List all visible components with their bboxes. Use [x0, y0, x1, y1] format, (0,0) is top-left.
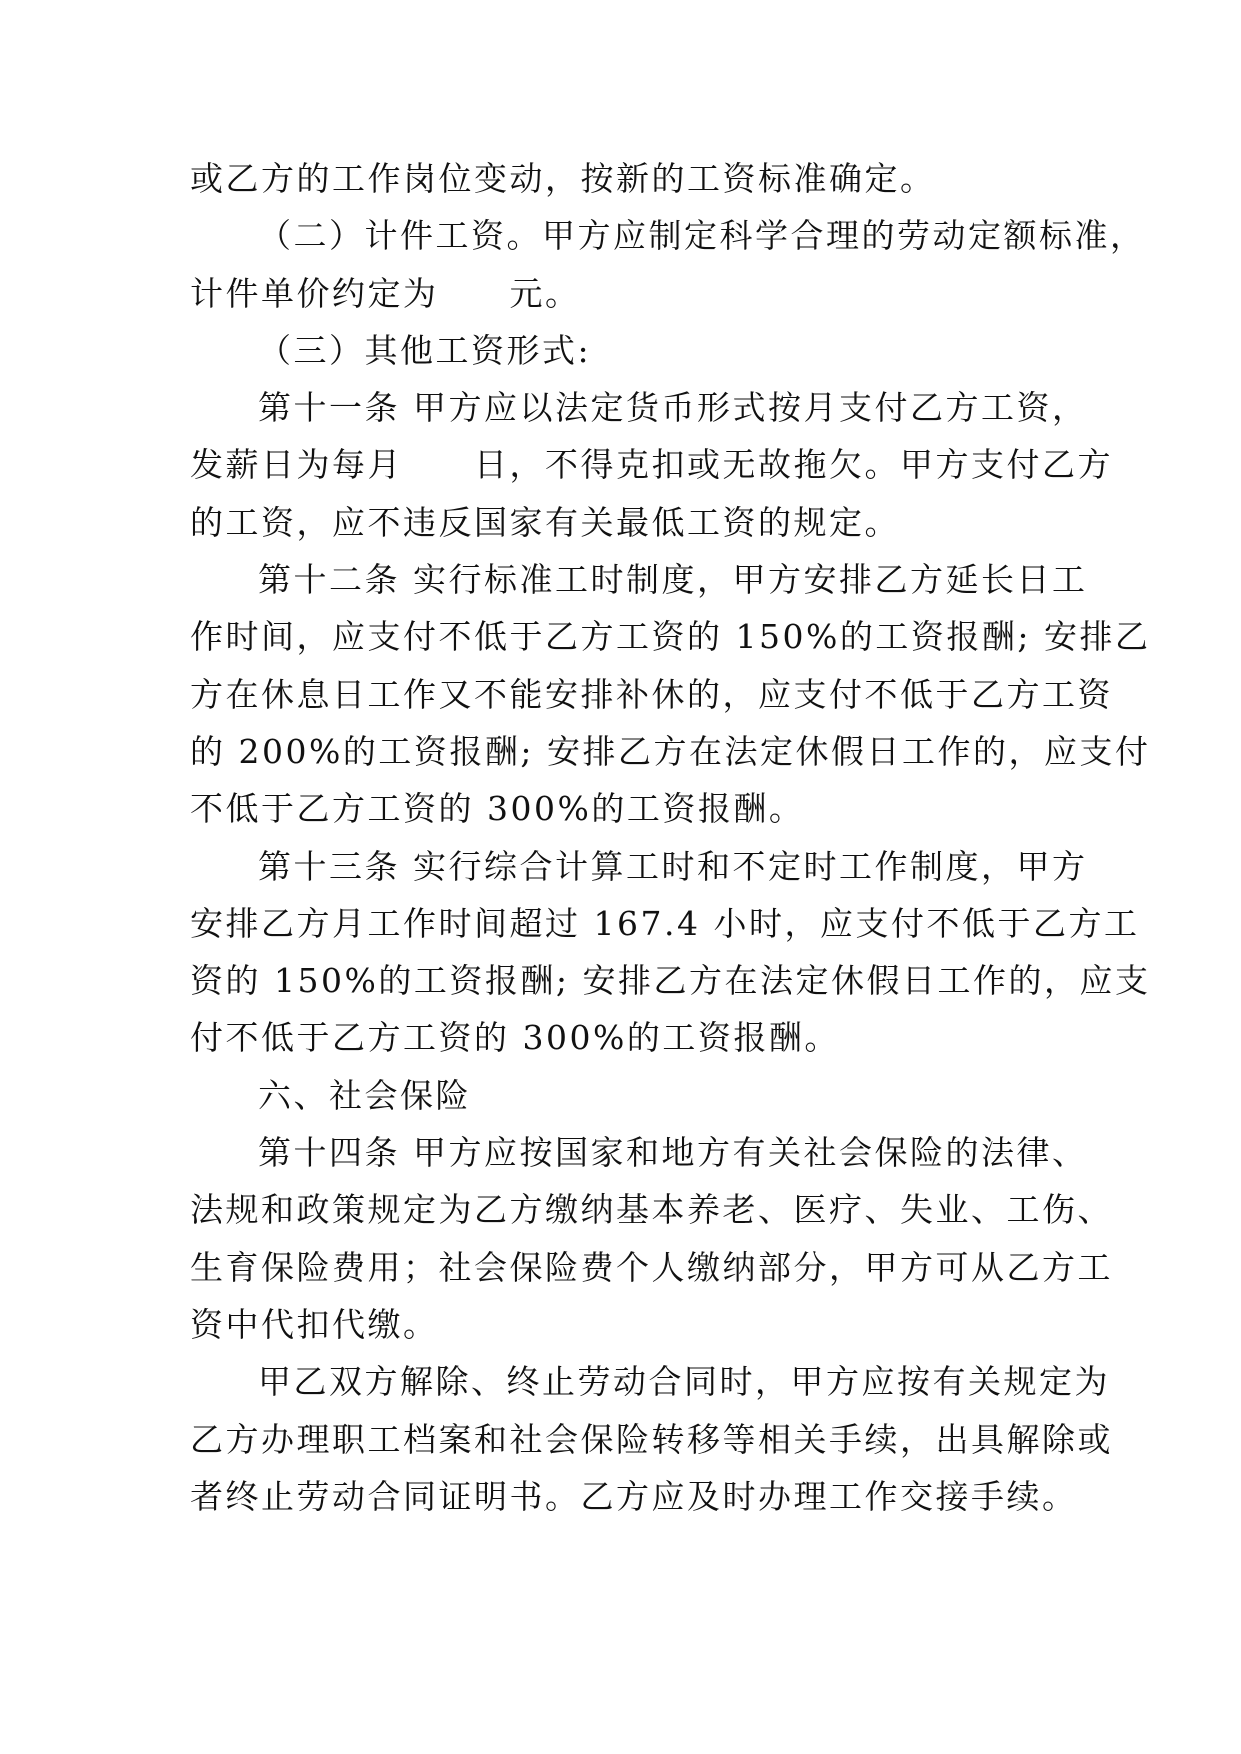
text-line-18: 第十四条 甲方应按国家和地方有关社会保险的法律、: [258, 1133, 1088, 1173]
text-line-4: （三）其他工资形式:: [258, 330, 592, 370]
text-line-21: 资中代扣代缴。: [190, 1304, 439, 1344]
text-line-19: 法规和政策规定为乙方缴纳基本养老、医疗、失业、工伤、: [190, 1190, 1113, 1230]
text-line-20: 生育保险费用；社会保险费个人缴纳部分，甲方可从乙方工: [190, 1247, 1113, 1287]
text-line-11: 的 200%的工资报酬; 安排乙方在法定休假日工作的，应支付: [190, 731, 1151, 771]
section-heading-social-insurance: 六、社会保险: [258, 1075, 471, 1115]
text-line-2: （二）计件工资。甲方应制定科学合理的劳动定额标准，: [258, 216, 1146, 256]
text-line-6: 发薪日为每月 日，不得克扣或无故拖欠。甲方支付乙方: [190, 445, 1113, 485]
text-line-1: 或乙方的工作岗位变动，按新的工资标准确定。: [190, 159, 936, 198]
text-line-5: 第十一条 甲方应以法定货币形式按月支付乙方工资，: [258, 388, 1088, 428]
contract-body-text: [190, 150, 1151, 1525]
text-line-23: 乙方办理职工档案和社会保险转移等相关手续，出具解除或: [190, 1419, 1113, 1459]
text-line-13: 第十三条 实行综合计算工时和不定时工作制度，甲方: [258, 846, 1088, 886]
text-line-3: 计件单价约定为 元。: [190, 273, 581, 313]
text-line-7: 的工资，应不违反国家有关最低工资的规定。: [190, 502, 900, 542]
text-line-12: 不低于乙方工资的 300%的工资报酬。: [190, 789, 805, 829]
text-line-15: 资的 150%的工资报酬; 安排乙方在法定休假日工作的，应支: [190, 961, 1151, 1001]
text-line-10: 方在休息日工作又不能安排补休的，应支付不低于乙方工资: [190, 674, 1113, 714]
text-line-14: 安排乙方月工作时间超过 167.4 小时，应支付不低于乙方工: [190, 903, 1140, 943]
text-line-16: 付不低于乙方工资的 300%的工资报酬。: [190, 1018, 840, 1058]
text-line-9: 作时间，应支付不低于乙方工资的 150%的工资报酬; 安排乙: [190, 617, 1151, 657]
text-line-24: 者终止劳动合同证明书。乙方应及时办理工作交接手续。: [190, 1476, 1078, 1516]
text-line-8: 第十二条 实行标准工时制度，甲方安排乙方延长日工: [258, 560, 1088, 600]
text-line-22: 甲乙双方解除、终止劳动合同时，甲方应按有关规定为: [258, 1362, 1110, 1402]
